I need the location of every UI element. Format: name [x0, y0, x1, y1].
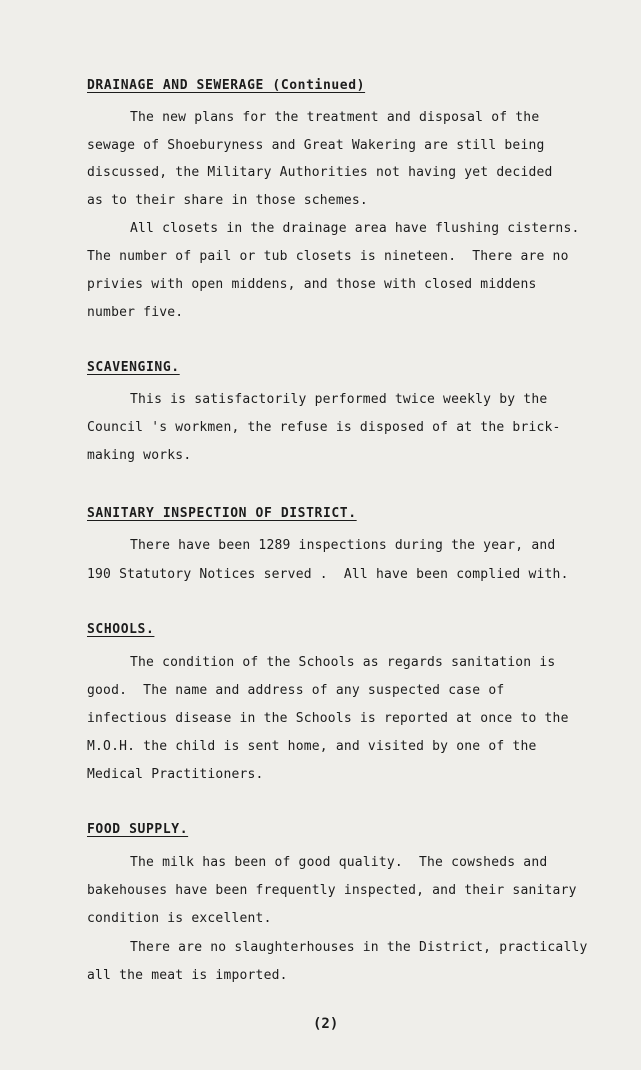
paragraph-line: condition is excellent.: [87, 911, 272, 926]
paragraph-line: The condition of the Schools as regards sanitation is: [130, 655, 556, 670]
paragraph-line: all the meat is imported.: [87, 968, 288, 983]
paragraph-line: privies with open middens, and those with closed middens: [87, 277, 537, 292]
paragraph-line: This is satisfactorily performed twice weekly by the: [130, 392, 548, 407]
paragraph-line: Council 's workmen, the refuse is disposed of at the brick-: [87, 420, 561, 435]
section-heading-schools: SCHOOLS.: [87, 622, 155, 637]
paragraph-line: The number of pail or tub closets is nineteen. There are no: [87, 249, 569, 264]
paragraph-line: 190 Statutory Notices served . All have been complied with.: [87, 567, 569, 582]
paragraph-line: Medical Practitioners.: [87, 767, 264, 782]
paragraph-line: making works.: [87, 448, 192, 463]
paragraph-line: sewage of Shoeburyness and Great Wakering are still being: [87, 138, 545, 153]
section-heading-drainage: DRAINAGE AND SEWERAGE (Continued): [87, 78, 366, 93]
paragraph-line: There have been 1289 inspections during the year, and: [130, 538, 556, 553]
paragraph-line: discussed, the Military Authorities not having yet decided: [87, 165, 553, 180]
paragraph-line: good. The name and address of any suspected case of: [87, 683, 505, 698]
paragraph-line: number five.: [87, 305, 184, 320]
paragraph-line: M.O.H. the child is sent home, and visited by one of the: [87, 739, 537, 754]
section-heading-scavenging: SCAVENGING.: [87, 360, 180, 375]
paragraph-line: All closets in the drainage area have flushing cisterns.: [130, 221, 580, 236]
paragraph-line: infectious disease in the Schools is reported at once to the: [87, 711, 569, 726]
paragraph-line: as to their share in those schemes.: [87, 193, 368, 208]
section-heading-food-supply: FOOD SUPPLY.: [87, 822, 189, 837]
paragraph-line: There are no slaughterhouses in the District, practically: [130, 940, 588, 955]
section-heading-sanitary-inspection: SANITARY INSPECTION OF DISTRICT.: [87, 506, 357, 521]
paragraph-line: bakehouses have been frequently inspected, and their sanitary: [87, 883, 577, 898]
paragraph-line: The milk has been of good quality. The cowsheds and: [130, 855, 548, 870]
paragraph-line: The new plans for the treatment and disposal of the: [130, 110, 540, 125]
page-number: (2): [313, 1016, 339, 1032]
